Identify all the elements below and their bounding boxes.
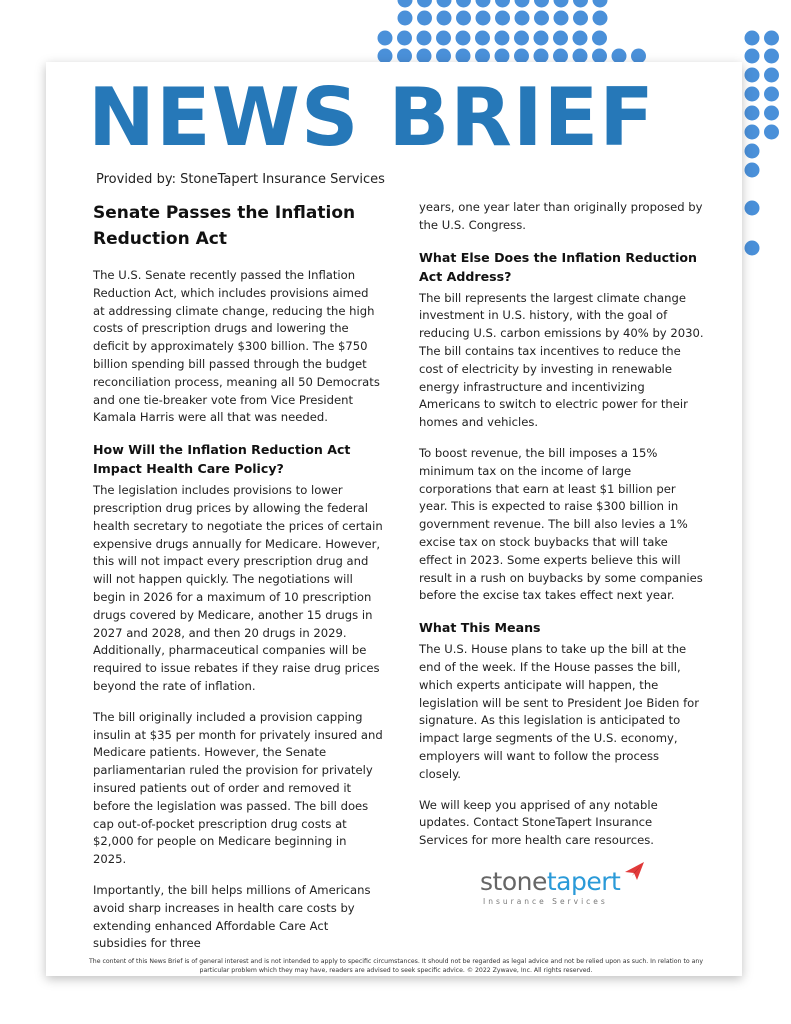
insulin-paragraph: The bill originally included a provision capping insulin at $35 per month for privately insured and Medicare patients. However, the Senate parliamentarian ruled the provision for privately insured patients out of order and removed it before the legislation was passed. The bill does cap out-of-pocket prescription drug costs at $2,000 for people on Medicare beginning in 2025. — [93, 709, 383, 867]
decorative-dot — [764, 68, 779, 83]
decorative-dot — [534, 11, 549, 26]
decorative-dot — [764, 106, 779, 121]
intro-paragraph: The U.S. Senate recently passed the Inflation Reduction Act, which includes provisions aimed at addressing climate change, reducing the high costs of prescription drugs and lowering the deficit by approximately $300 billion. The $750 billion spending bill passed through the budget reconciliation process, meaning all 50 Democrats and one tie-breaker vote from Vice President Kamala Harris were all that was needed. — [93, 268, 380, 425]
health-care-subheading: How Will the Inflation Reduction Act Impact Health Care Policy? — [93, 442, 351, 477]
decorative-dot — [745, 201, 760, 216]
footer-disclaimer: The content of this News Brief is of general interest and is not intended to apply to specific circumstances. It should not be regarded as legal advice and not be relied upon as such. In relation to any particular problem which they may have, readers are advised to seek specific advice. © 2022 Zywave, Inc. All rights reserved. — [89, 958, 703, 974]
decorative-dot — [573, 0, 588, 8]
decorative-dot — [417, 31, 432, 46]
decorative-dot — [456, 0, 471, 8]
decorative-dot — [745, 241, 760, 256]
decorative-dot — [495, 11, 510, 26]
decorative-dot — [515, 0, 530, 8]
decorative-dot — [437, 0, 452, 8]
decorative-dot — [745, 31, 760, 46]
decorative-dot — [397, 31, 412, 46]
paper-plane-icon — [623, 860, 645, 882]
decorative-dot — [573, 31, 588, 46]
decorative-dot — [417, 0, 432, 8]
logo-tagline: Insurance Services — [483, 897, 608, 906]
revenue-paragraph: To boost revenue, the bill imposes a 15% minimum tax on the income of large corporations that earn at least $1 billion per year. This is expected to raise $300 billion in government revenue. The bill also levies a 1% excise tax on stock buybacks that will take effect in 2023. Some experts believe this will result in a rush on buybacks by some companies before the excise tax takes effect next year. — [419, 445, 703, 603]
decorative-dot — [554, 11, 569, 26]
decorative-dot — [764, 31, 779, 46]
logo-word-tapert: tapert — [546, 867, 621, 896]
decorative-dot — [554, 0, 569, 8]
decorative-dot — [456, 31, 471, 46]
decorative-dot — [573, 11, 588, 26]
decorative-dot — [398, 0, 413, 8]
decorative-dot — [475, 31, 490, 46]
stonetapert-logo — [480, 860, 650, 912]
decorative-dot — [476, 11, 491, 26]
decorative-dot — [398, 11, 413, 26]
article-heading: Senate Passes the Inflation Reduction Act — [93, 203, 356, 249]
left-column — [93, 200, 383, 966]
right-column — [419, 199, 704, 863]
provided-by-line: Provided by: StoneTapert Insurance Services — [96, 172, 385, 187]
logo-wordmark — [480, 868, 620, 896]
decorative-dot — [417, 11, 432, 26]
decorative-dot — [456, 11, 471, 26]
continuation-paragraph: years, one year later than originally proposed by the U.S. Congress. — [419, 200, 703, 232]
decorative-dot — [495, 0, 510, 8]
climate-paragraph: The bill represents the largest climate change investment in U.S. history, with the goal of reducing U.S. carbon emissions by 40% by 2030. The bill contains tax incentives to reduce the cost of electricity by investing in renewable energy infrastructure and incentivizing Americans to switch to electric power for their homes and vehicles. — [419, 290, 704, 430]
decorative-dot — [553, 31, 568, 46]
decorative-dot — [745, 49, 760, 64]
decorative-dot — [745, 125, 760, 140]
decorative-dot — [745, 144, 760, 159]
decorative-dot — [745, 106, 760, 121]
decorative-dot — [592, 31, 607, 46]
house-vote-paragraph: The U.S. House plans to take up the bill at the end of the week. If the House passes the bill, which experts anticipate will happen, the legislation will be sent to President Joe Biden for signature. As this legislation is anticipated to impact large segments of the U.S. economy, employers will want to follow the process closely. — [419, 642, 700, 781]
decorative-dot — [745, 163, 760, 178]
decorative-dot — [593, 11, 608, 26]
decorative-dot — [495, 31, 510, 46]
page-title: NEWS BRIEF — [88, 71, 655, 164]
decorative-dot — [476, 0, 491, 8]
decorative-dot — [534, 31, 549, 46]
decorative-dot — [745, 68, 760, 83]
contact-paragraph: We will keep you apprised of any notable updates. Contact StoneTapert Insurance Services for more health care resources. — [419, 797, 658, 848]
decorative-dot — [515, 11, 530, 26]
decorative-dot — [534, 0, 549, 8]
decorative-dot — [437, 11, 452, 26]
decorative-dot — [378, 31, 393, 46]
decorative-dot — [593, 0, 608, 8]
decorative-dot — [764, 125, 779, 140]
decorative-dot — [745, 87, 760, 102]
climate-subheading: What Else Does the Inflation Reduction Act Address? — [419, 249, 698, 284]
aca-subsidies-paragraph: Importantly, the bill helps millions of Americans avoid sharp increases in health care costs by extending enhanced Affordable Care Act subsidies for three — [93, 882, 371, 951]
logo-word-stone: stone — [480, 867, 547, 896]
decorative-dot — [514, 31, 529, 46]
decorative-dot — [436, 31, 451, 46]
what-this-means-subheading: What This Means — [419, 620, 541, 636]
drug-prices-paragraph: The legislation includes provisions to lower prescription drug prices by allowing the federal health secretary to negotiate the prices of certain expensive drugs annually for Medicare. However, this will not impact every prescription drug and will not happen quickly. The negotiations will begin in 2026 for a maximum of 10 prescription drugs covered by Medicare, another 15 drugs in 2027 and 2028, and then 20 drugs in 2029. Additionally, pharmaceutical companies will be required to issue rebates if they raise drug prices beyond the rate of inflation. — [93, 483, 383, 693]
decorative-dot — [764, 49, 779, 64]
decorative-dot — [764, 87, 779, 102]
